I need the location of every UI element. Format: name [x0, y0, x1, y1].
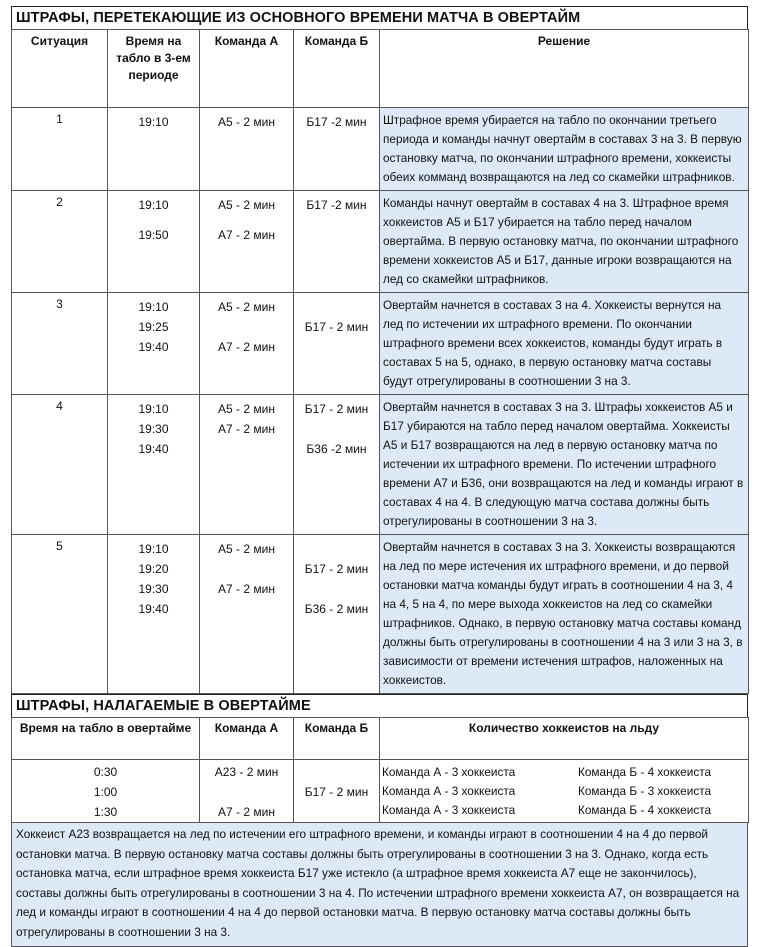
table-row: [12, 535, 749, 694]
decision-cell: Овертайм начнется в составах 3 на 3. Хоккеисты возвращаются на лед по мере истечения их штрафного времени, и до первой остановки матча команды будут играть в соотношении 4 на 3, 4 на 4, 5 на 4, по мере выхода хоккеистов на лед со скамейки штрафников. Однако, в первую остановку матча составы команд должны быть отрегулированы в соотношении 4 на 3 или 3 на 3, в зависимости от времени истечения штрафов, наложенных на хоккеистов.: [380, 535, 749, 694]
section-title-carryover: ШТРАФЫ, ПЕРЕТЕКАЮЩИЕ ИЗ ОСНОВНОГО ВРЕМЕНИ МАТЧА В ОВЕРТАЙМ: [11, 6, 748, 29]
penalty-value: Б17 - 2 мин: [304, 402, 369, 416]
table-row: [12, 108, 749, 191]
penalty-value: Б17 -2 мин: [306, 198, 367, 212]
time-value: 1:30: [93, 805, 118, 819]
team-b-cell: [294, 535, 380, 694]
time-value: 19:40: [138, 442, 169, 456]
time-cell: [108, 395, 200, 535]
time-cell: [108, 108, 200, 191]
time-value: 19:25: [138, 320, 169, 334]
decision-cell: Овертайм начнется в составах 3 на 4. Хоккеисты вернутся на лед по истечении их штрафного времени. По окончании штрафного времени всех хоккеистов, команды будут играть в составах 5 на 5, однако, в первую остановку матча составы будут отрегулированы в соотношении 3 на 3.: [380, 293, 749, 395]
team-b-cell: [294, 395, 380, 535]
team-a-cell: [200, 395, 294, 535]
time-value: 19:40: [138, 340, 169, 354]
decision-cell: Команды начнут овертайм в составах 4 на 3. Штрафное время хоккеистов А5 и Б17 убирается на табло перед началом овертайма. В первую остановку матча, по окончании штрафного времени хоккеистов А5 и Б17, данные игроки возвращаются на лед со скамейки штрафников.: [380, 191, 749, 293]
situation-cell: 3: [12, 293, 108, 395]
penalty-value: Б17 - 2 мин: [304, 562, 369, 576]
penalty-value: А5 - 2 мин: [218, 542, 275, 556]
time-value: 19:20: [138, 562, 169, 576]
time-value: 19:10: [138, 542, 169, 556]
penalty-value: [294, 297, 379, 317]
situation-cell: 2: [12, 191, 108, 293]
team-b-cell: [294, 293, 380, 395]
decision-cell: Овертайм начнется в составах 3 на 3. Штрафы хоккеистов А5 и Б17 убираются на табло перед началом овертайма. Хоккеисты А5 и Б17 возвращаются на лед в первую остановку матча по истечении их штрафного времени. По истечении штрафного времени А7 и Б36, они возвращаются на лед и команды играют в составах 4 на 4. В следующую матча состава должны быть отрегулированы в соотношении 3 на 3.: [380, 395, 749, 535]
time-cell: [108, 191, 200, 293]
header-decision: Решение: [380, 30, 749, 108]
penalty-value: Б17 - 2 мин: [304, 785, 369, 799]
situation-cell: 5: [12, 535, 108, 694]
penalty-value: А7 - 2 мин: [218, 422, 275, 436]
penalty-value: [200, 317, 293, 337]
time-cell: [12, 760, 200, 823]
penalty-value: А5 - 2 мин: [218, 402, 275, 416]
count-team-a: Команда А - 3 хоккеиста: [382, 784, 516, 798]
player-count-cell: [380, 760, 749, 823]
time-value: 19:30: [138, 422, 169, 436]
rules-sheet: [11, 6, 748, 947]
header-player-count: Количество хоккеистов на льду: [380, 718, 749, 760]
situation-cell: 1: [12, 108, 108, 191]
header-team-a: Команда А: [200, 30, 294, 108]
team-a-cell: [200, 293, 294, 395]
count-team-b: Команда Б - 4 хоккеиста: [578, 765, 712, 779]
count-row: [380, 782, 748, 801]
header-team-a: Команда А: [200, 718, 294, 760]
table-row: [12, 760, 749, 823]
penalty-value: [294, 419, 379, 439]
penalty-value: [294, 802, 379, 822]
time-value: 19:10: [138, 300, 169, 314]
header-situation: Ситуация: [12, 30, 108, 108]
time-value: 19:10: [138, 115, 169, 129]
team-b-cell: [294, 191, 380, 293]
team-a-cell: [200, 760, 294, 823]
penalty-value: [200, 439, 293, 459]
team-b-cell: [294, 108, 380, 191]
time-value: 19:50: [138, 228, 169, 242]
penalty-value: [294, 539, 379, 559]
penalty-value: А7 - 2 мин: [218, 340, 275, 354]
time-value: 19:40: [138, 602, 169, 616]
header-time: Время на табло в 3-ем периоде: [108, 30, 200, 108]
penalty-value: Б17 - 2 мин: [304, 320, 369, 334]
table-row: [12, 395, 749, 535]
overtime-penalties-table: [11, 717, 749, 823]
time-value: 19:30: [138, 582, 169, 596]
team-a-cell: [200, 108, 294, 191]
penalty-value: [200, 559, 293, 579]
penalty-value: А7 - 2 мин: [218, 228, 275, 242]
carryover-penalties-table: [11, 29, 749, 694]
penalty-value: [200, 782, 293, 802]
header-time-overtime: Время на табло в овертайме: [12, 718, 200, 760]
time-value: 19:10: [138, 198, 169, 212]
team-a-cell: [200, 191, 294, 293]
count-row: [380, 801, 748, 820]
penalty-value: [294, 579, 379, 599]
penalty-value: Б36 -2 мин: [306, 442, 367, 456]
time-value: 0:30: [93, 765, 118, 779]
penalty-value: А5 - 2 мин: [218, 300, 275, 314]
header-team-b: Команда Б: [294, 718, 380, 760]
penalty-value: Б17 -2 мин: [306, 115, 367, 129]
penalty-value: А5 - 2 мин: [218, 198, 275, 212]
penalty-value: А7 - 2 мин: [218, 805, 275, 819]
count-team-b: Команда Б - 3 хоккеиста: [578, 784, 712, 798]
table-row: [12, 293, 749, 395]
time-value: 19:10: [138, 402, 169, 416]
time-value: 1:00: [93, 785, 118, 799]
table-row: [12, 191, 749, 293]
penalty-value: Б36 - 2 мин: [304, 602, 369, 616]
count-row: [380, 763, 748, 782]
decision-cell: Штрафное время убирается на табло по окончании третьего периода и команды начнут овертайм в составах 3 на 3. В первую остановку матча, по окончании штрафного времени, хоккеисты обеих комманд возвращаются на лед со скамейки штрафников.: [380, 108, 749, 191]
team-a-cell: [200, 535, 294, 694]
penalty-value: [294, 337, 379, 357]
penalty-value: [294, 762, 379, 782]
penalty-value: А5 - 2 мин: [218, 115, 275, 129]
count-team-a: Команда А - 3 хоккеиста: [382, 803, 516, 817]
penalty-value: [200, 599, 293, 619]
overtime-note: Хоккеист А23 возвращается на лед по истечении его штрафного времени, и команды играют в соотношении 4 на 4 до первой остановки матча. В первую остановку матча составы должны быть отрегулированы в соотношении 3 на 3. Однако, когда есть остановка матча, если штрафное время хоккеиста Б17 уже истекло (а штрафное время хоккеиста А7 еще не закончилось), составы должны быть отрегулированы в соотношении 3 на 4. По истечении штрафного времени хоккеиста А7, он возвращается на лед и команды играют в соотношении 4 на 4 до первой остановки матча. В первую остановку матча составы должны быть отрегулированы в соотношении 3 на 3.: [11, 823, 748, 947]
team-b-cell: [294, 760, 380, 823]
penalty-value: А23 - 2 мин: [214, 765, 279, 779]
count-team-a: Команда А - 3 хоккеиста: [382, 765, 516, 779]
time-cell: [108, 535, 200, 694]
penalty-value: А7 - 2 мин: [218, 582, 275, 596]
situation-cell: 4: [12, 395, 108, 535]
header-team-b: Команда Б: [294, 30, 380, 108]
count-team-b: Команда Б - 4 хоккеиста: [578, 803, 712, 817]
section-title-overtime: ШТРАФЫ, НАЛАГАЕМЫЕ В ОВЕРТАЙМЕ: [11, 694, 748, 717]
time-cell: [108, 293, 200, 395]
